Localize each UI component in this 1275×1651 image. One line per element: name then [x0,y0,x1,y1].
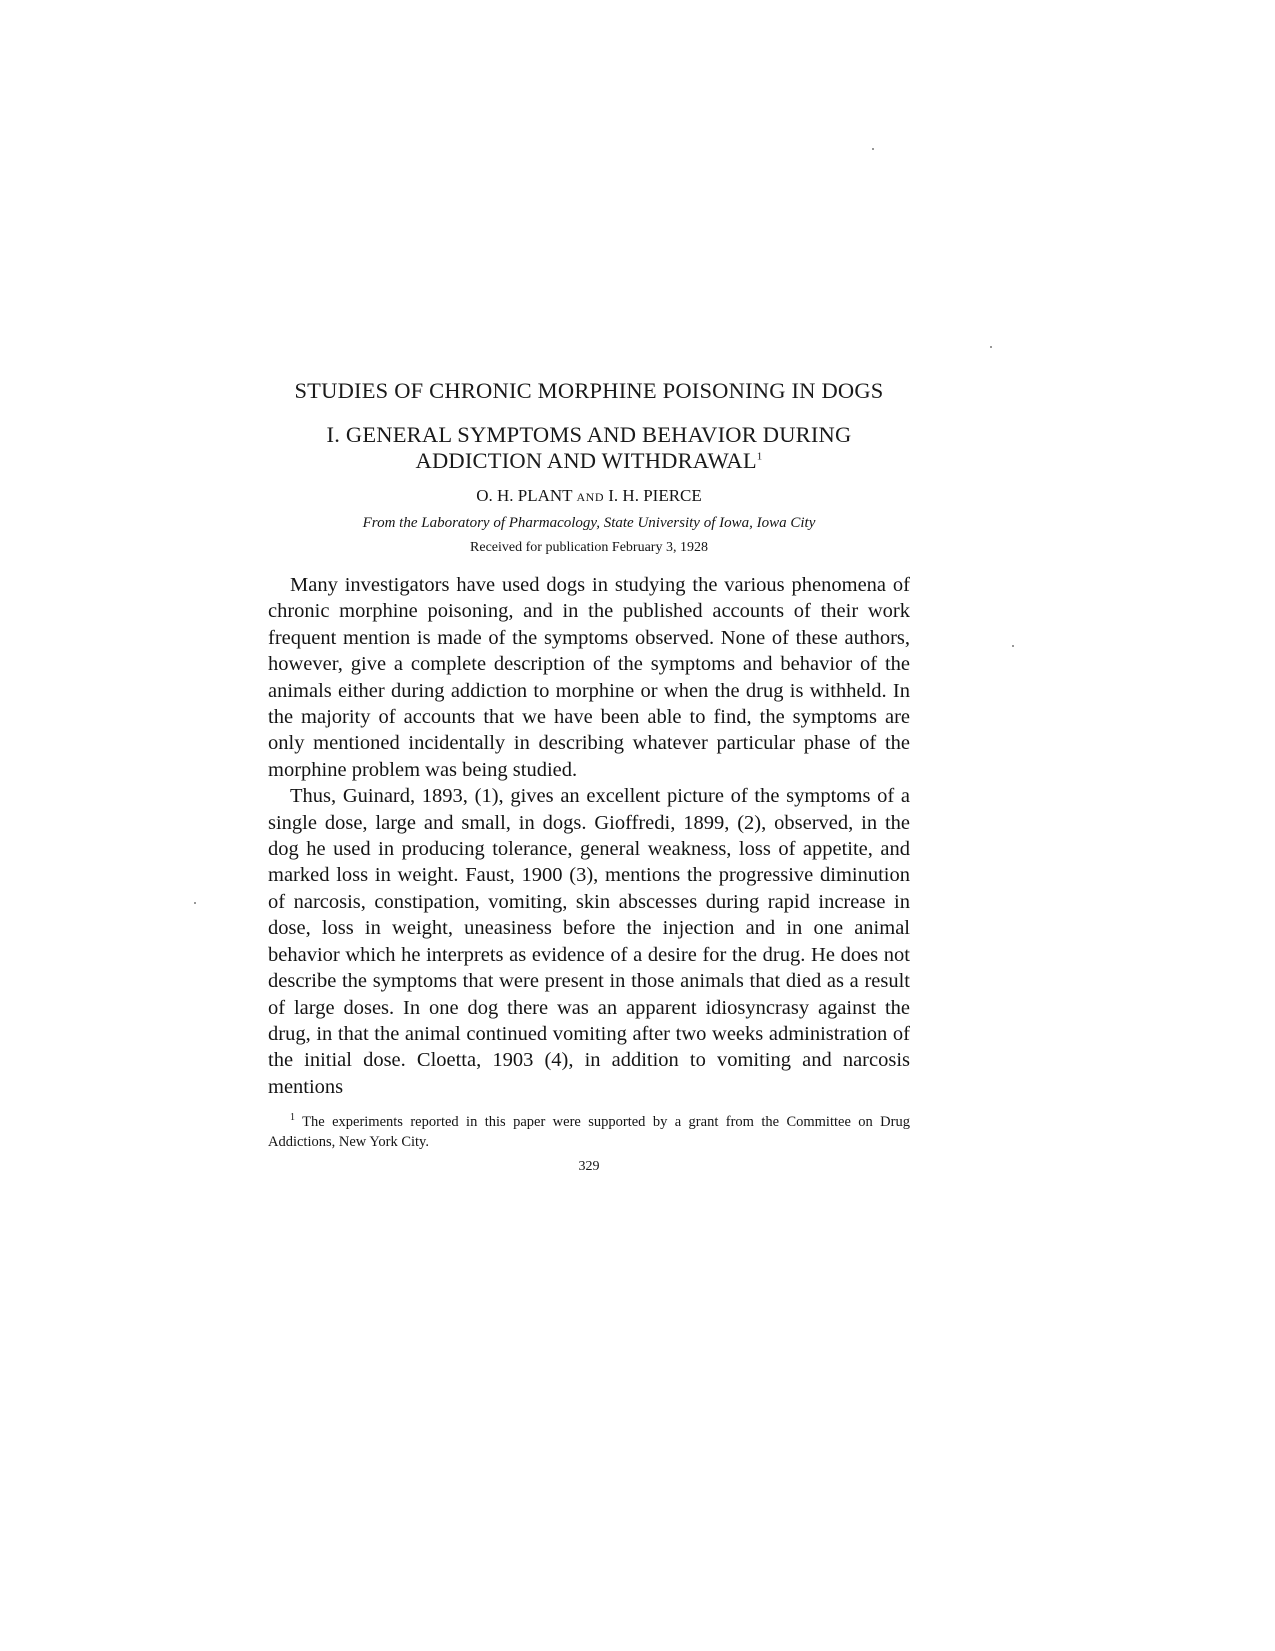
article-title: STUDIES OF CHRONIC MORPHINE POISONING IN DOGS [294,378,884,403]
footnote-separator [268,1100,910,1112]
body-text [268,572,910,1100]
author-first: O. H. PLANT [476,486,573,505]
footnote-mark: 1 [290,1112,295,1124]
page-number: 329 [578,1159,600,1175]
author-second: I. H. PIERCE [608,486,702,505]
affiliation: From the Laboratory of Pharmacology, State University of Iowa, Iowa City [362,515,816,531]
scan-speck-2 [990,346,992,348]
subtitle-footnote-mark: 1 [756,450,763,463]
scan-speck-1 [872,148,874,150]
paragraph-1: Many investigators have used dogs in studying the various phenomena of chronic morphine poisoning, and in the published accounts of their work frequent mention is made of the symptoms observed. None of these authors, however, give a complete description of the symptoms and behavior of the animals either during addiction to morphine or when the drug is withheld. In the majority of accounts that we have been able to find, the symptoms are only mentioned incidentally in describing whatever particular phase of the morphine problem was being studied. [268,574,910,781]
footnote [268,1112,910,1152]
article-first-page [268,378,910,1176]
subtitle-text: I. GENERAL SYMPTOMS AND BEHAVIOR DURING ADDICTION AND WITHDRAWAL [326,422,852,473]
paragraph-2: Thus, Guinard, 1893, (1), gives an excellent picture of the symptoms of a single dose, large and small, in dogs. Gioffredi, 1899, (2), observed, in the dog he used in producing tolerance, general weakness, loss of appetite, and marked loss in weight. Faust, 1900 (3), mentions the progressive diminution of narcosis, constipation, vomiting, skin abscesses during rapid increase in dose, loss in weight, uneasiness before the injection and in one animal behavior which he interprets as evidence of a desire for the drug. He does not describe the symptoms that were present in those animals that died as a result of large doses. In one dog there was an apparent idiosyncrasy against the drug, in that the animal continued vomiting after two weeks administration of the initial dose. Cloetta, 1903 (4), in addition to vomiting and narcosis mentions [268,785,910,1098]
scan-speck-3 [1012,645,1014,647]
author-line [268,484,910,509]
footnote-text: The experiments reported in this paper were supported by a grant from the Committee on Drug Addictions, New York City. [268,1114,910,1151]
article-subtitle [268,422,910,474]
author-connector: AND [576,490,605,504]
received-date: Received for publication February 3, 1928 [470,540,708,555]
scan-speck-4 [194,902,196,904]
